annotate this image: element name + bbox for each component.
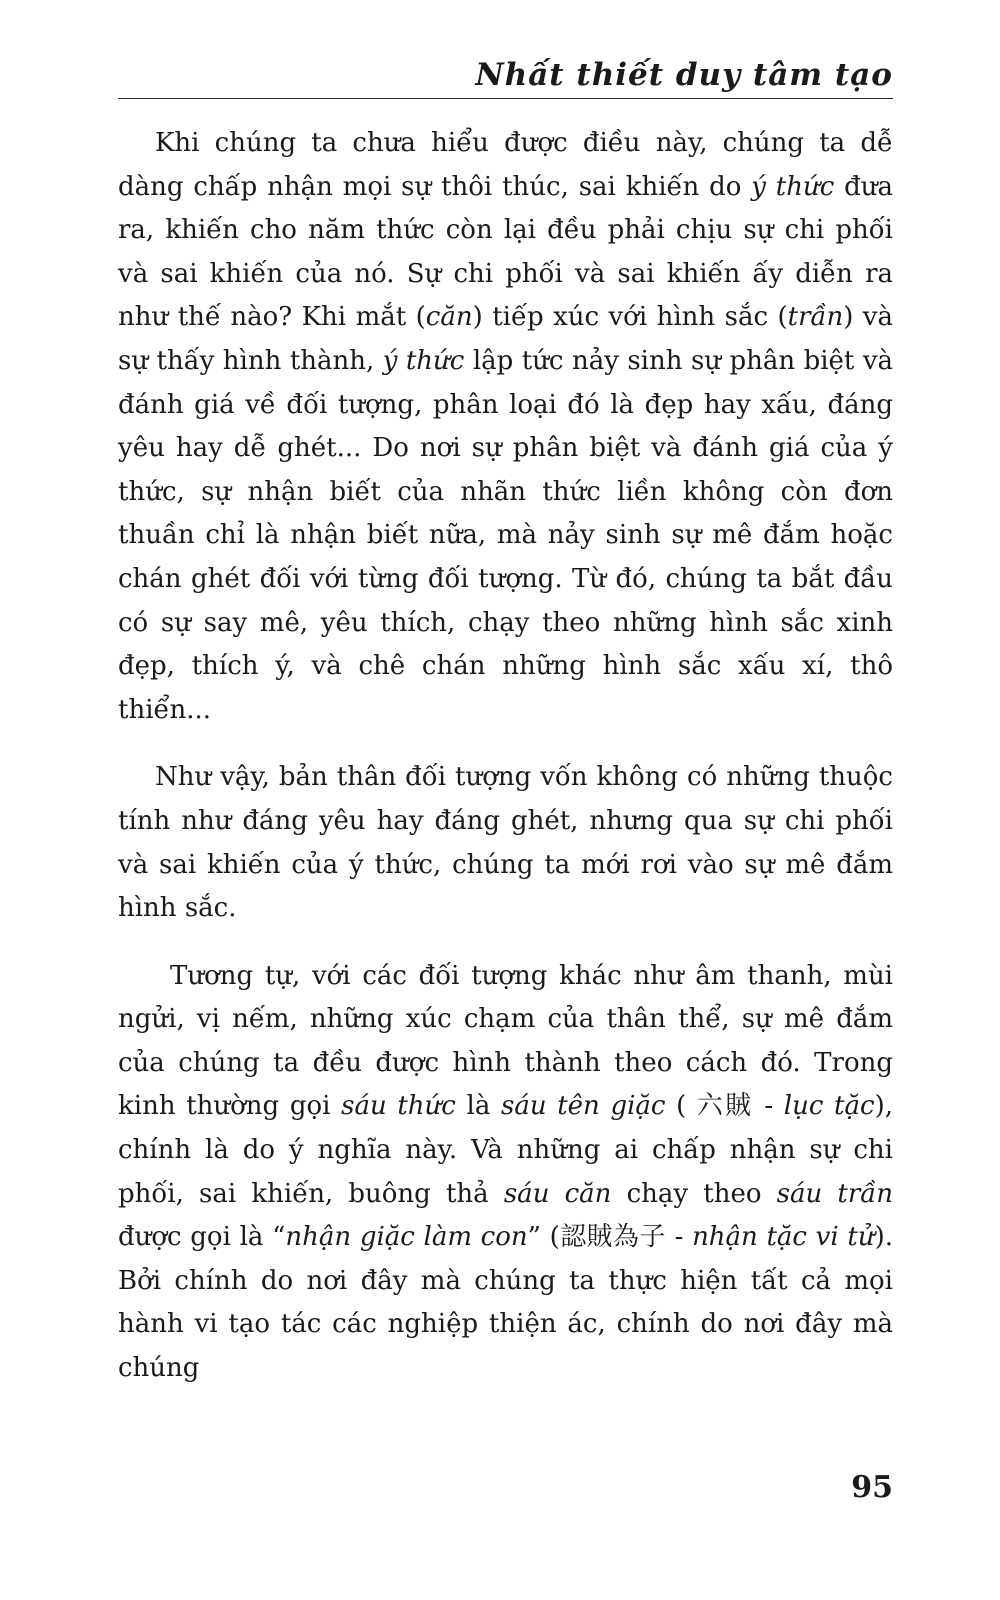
text-run: ). Bởi chính do nơi đây mà chúng ta thực hiện tất cả mọi hành vi tạo tác các nghiệp thiện ác, chính do nơi đây mà chúng bbox=[118, 1222, 893, 1384]
text-run: Khi chúng ta chưa hiểu được điều này, chúng ta dễ dàng chấp nhận mọi sự thôi thúc, sai khiến do bbox=[118, 128, 893, 202]
page-number: 95 bbox=[851, 1470, 893, 1505]
text-run: chạy theo bbox=[611, 1178, 777, 1209]
italic-term: trần bbox=[787, 302, 844, 333]
running-header bbox=[118, 52, 893, 99]
text-run: là bbox=[455, 1091, 501, 1122]
italic-term: sáu tên giặc bbox=[500, 1091, 666, 1122]
text-run: ) và sự thấy hình thành, bbox=[118, 302, 893, 376]
text-run: đưa ra, khiến cho năm thức còn lại đều phải chịu sự chi phối và sai khiến của nó. Sự chi phối và sai khiến ấy diễn ra như thế nào? Khi mắt ( bbox=[118, 171, 893, 333]
italic-term: ý thức bbox=[751, 171, 835, 202]
text-run: lập tức nảy sinh sự phân biệt và đánh giá về đối tượng, phân loại đó là đẹp hay xấu, đáng yêu hay dễ ghét... Do nơi sự phân biệt và đánh giá của ý thức, sự nhận biết của nhãn thức liền không còn đơn thuần chỉ là nhận biết nữa, mà nảy sinh sự mê đắm hoặc chán ghét đối với từng đối tượng. Từ đó, chúng ta bắt đầu có sự say mê, yêu thích, chạy theo những hình sắc xinh đẹp, thích ý, và chê chán những hình sắc xấu xí, thô thiển... bbox=[118, 345, 894, 725]
paragraph bbox=[118, 955, 893, 1391]
body-text bbox=[118, 122, 893, 1415]
italic-term: nhận giặc làm con bbox=[285, 1222, 528, 1253]
text-run: Tương tự, với các đối tượng khác như âm thanh, mùi ngửi, vị nếm, những xúc chạm của thân thể, sự mê đắm của chúng ta đều được hình thành theo cách đó. Trong kinh thường gọi bbox=[118, 960, 893, 1122]
text-run: được gọi là “ bbox=[118, 1222, 286, 1253]
chapter-title: Nhất thiết duy tâm tạo bbox=[475, 57, 893, 93]
italic-term: ý thức bbox=[382, 345, 465, 376]
italic-term: căn bbox=[425, 302, 473, 333]
italic-term: sáu thức bbox=[341, 1091, 456, 1122]
paragraph bbox=[118, 122, 893, 732]
text-run: ) tiếp xúc với hình sắc ( bbox=[472, 302, 788, 333]
text-run: ” (認賊為子 - bbox=[527, 1222, 693, 1253]
italic-term: sáu trần bbox=[776, 1178, 893, 1209]
text-run: ), chính là do ý nghĩa này. Và những ai chấp nhận sự chi phối, sai khiến, buông thả bbox=[118, 1091, 893, 1209]
italic-term: lục tặc bbox=[783, 1091, 875, 1122]
text-run: Như vậy, bản thân đối tượng vốn không có những thuộc tính như đáng yêu hay đáng ghét, nhưng qua sự chi phối và sai khiến của ý thức, chúng ta mới rơi vào sự mê đắm hình sắc. bbox=[118, 762, 893, 924]
text-run: ( 六賊 - bbox=[665, 1091, 784, 1122]
paragraph bbox=[118, 756, 893, 930]
italic-term: nhận tặc vi tử bbox=[692, 1222, 875, 1253]
italic-term: sáu căn bbox=[503, 1178, 612, 1209]
